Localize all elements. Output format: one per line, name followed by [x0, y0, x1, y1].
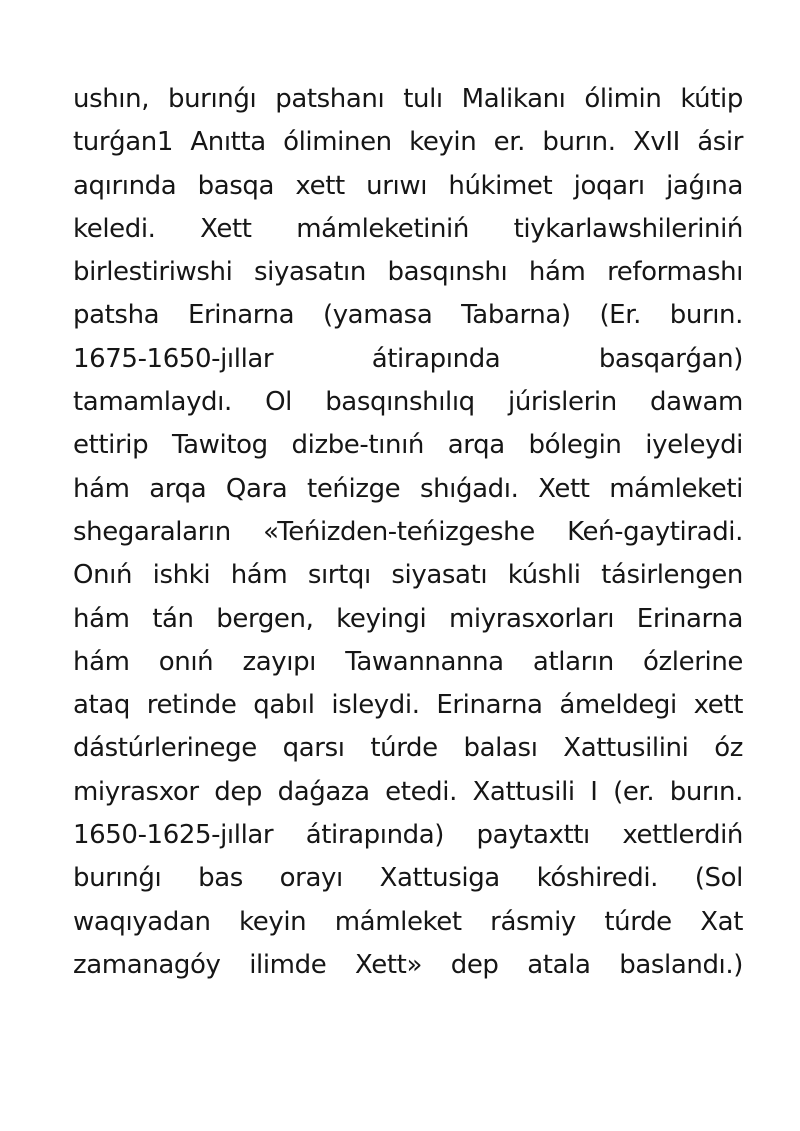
text-line: hám tán bergen, keyingi miyrasxorları Erinarna [73, 603, 743, 634]
text-line: zamanagóy ilimde Xett» dep atala baslandı.) [73, 949, 743, 980]
text-line: ataq retinde qabıl isleydi. Erinarna ámeldegi xett [73, 690, 743, 721]
text-line: shegaraların «Teńizden-teńizgeshe Keń-gaytiradi. [73, 516, 743, 547]
text-line: turǵan1 Anıtta óliminen keyin er. burın. XvII ásir [73, 127, 743, 158]
text-line: dástúrlerinege qarsı túrde balası Xattusilini óz [73, 733, 743, 764]
text-line: keledi. Xett mámleketiniń tiykarlawshileriniń [73, 213, 743, 244]
text-line: ettirip Tawitog dizbe-tınıń arqa bólegin iyeleydi [73, 430, 743, 461]
text-line: Onıń ishki hám sırtqı siyasatı kúshli tásirlengen [73, 560, 743, 591]
text-line: aqırında basqa xett urıwı húkimet joqarı jaǵına [73, 170, 743, 201]
text-line: ushın, burınǵı patshanı tulı Malikanı ólimin kútip [73, 84, 743, 114]
text-line: hám arqa Qara teńizge shıǵadı. Xett mámleketi [73, 473, 743, 504]
text-line: birlestiriwshi siyasatın basqınshı hám reformashı [73, 257, 743, 288]
text-line: 1675-1650-jıllar átirapında basqarǵan) [73, 343, 743, 374]
text-line: burınǵı bas orayı Xattusiga kóshiredi. (Sol [73, 863, 743, 894]
text-line: miyrasxor dep daǵaza etedi. Xattusili I (er. burın. [73, 776, 743, 807]
text-line: patsha Erinarna (yamasa Tabarna) (Er. burın. [73, 300, 743, 331]
text-line: tamamlaydı. Ol basqınshılıq júrislerin dawam [73, 387, 743, 418]
text-line: 1650-1625-jıllar átirapında) paytaxttı xettlerdiń [73, 820, 743, 851]
document-body [73, 78, 743, 987]
text-line: hám onıń zayıpı Tawannanna atların ózlerine [73, 646, 743, 677]
text-line: waqıyadan keyin mámleket rásmiy túrde Xat [73, 906, 743, 937]
